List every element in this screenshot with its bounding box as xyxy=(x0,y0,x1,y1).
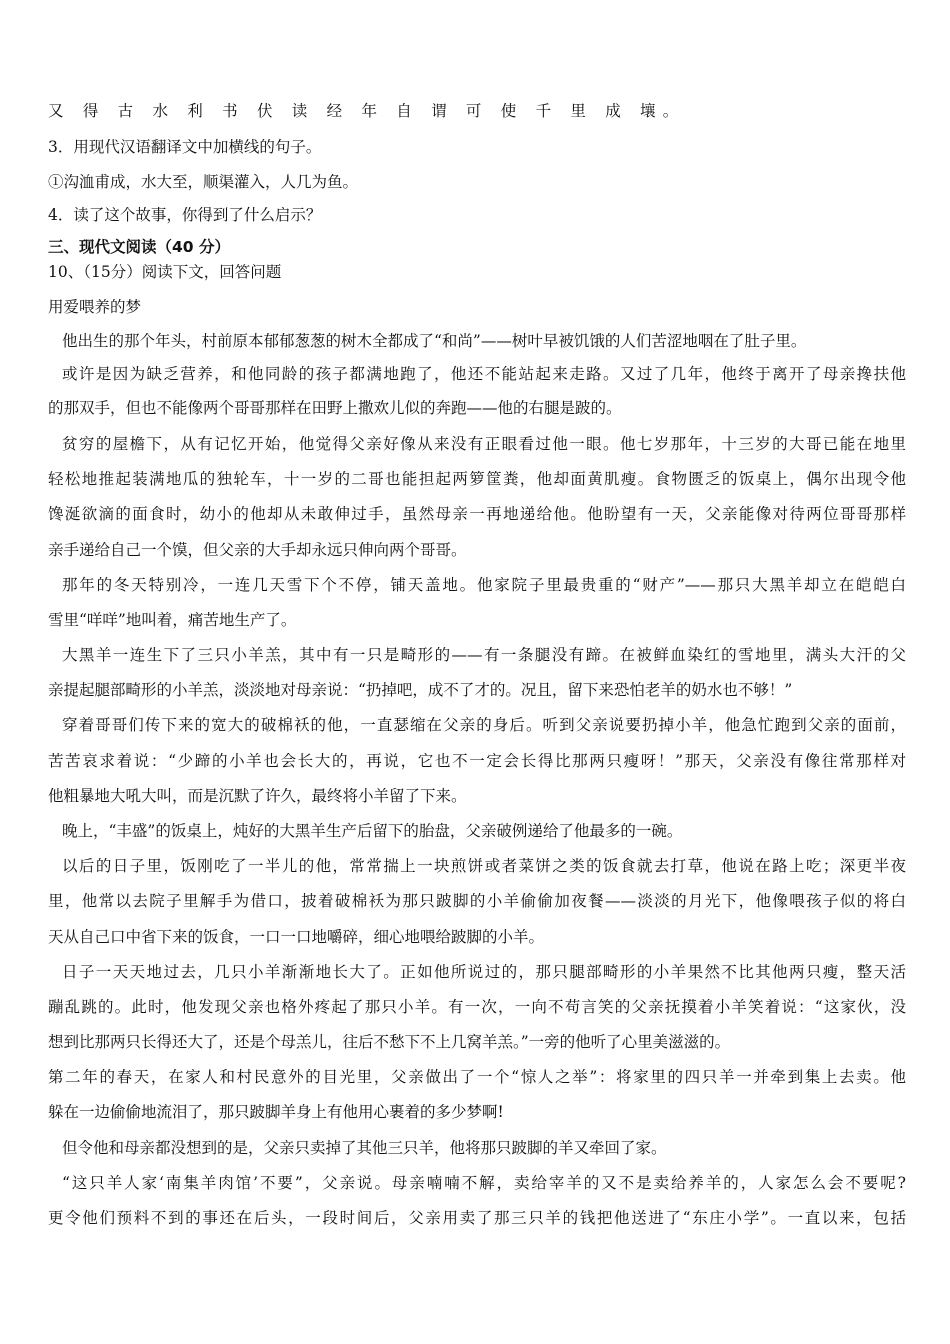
article-line: 馋涎欲滴的面食时，幼小的他却从未敢伸过手，虽然母亲一再地递给他。他盼望有一天，父亲能像对待两位哥哥那样 xyxy=(48,505,906,523)
article-line: 苦苦哀求着说：“少蹄的小羊也会长大的，再说，它也不一定会长得比那两只瘦呀！”那天，父亲没有像往常那样对 xyxy=(48,752,906,770)
article-line: 第二年的春天，在家人和村民意外的目光里，父亲做出了一个“惊人之举”：将家里的四只羊一并牵到集上去卖。他 xyxy=(48,1068,906,1086)
article-line: 蹦乱跳的。此时，他发现父亲也格外疼起了那只小羊。有一次，一向不苟言笑的父亲抚摸着小羊笑着说：“这家伙，没 xyxy=(48,998,906,1016)
article-line: 里，他常以去院子里解手为借口，披着破棉袄为那只跛脚的小羊偷偷加夜餐——淡淡的月光下，他像喂孩子似的将白 xyxy=(48,892,906,910)
article-line: 天从自己口中省下来的饭食，一口一口地嚼碎，细心地喂给跛脚的小羊。 xyxy=(48,928,545,946)
article-line: 想到比那两只长得还大了，还是个母羔儿，往后不愁下不上几窝羊羔。”一旁的他听了心里美滋滋的。 xyxy=(48,1033,731,1051)
question-4: 4．读了这个故事，你得到了什么启示？ xyxy=(48,206,322,224)
article-line: 躲在一边偷偷地流泪了，那只跛脚羊身上有他用心裹着的多少梦啊! xyxy=(48,1103,504,1121)
article-title: 用爱喂养的梦 xyxy=(48,298,142,316)
article-line: “这只羊人家‘南集羊肉馆’不要”，父亲说。母亲喃喃不解，卖给宰羊的又不是卖给养羊的，人家怎么会不要呢? xyxy=(62,1174,906,1192)
article-line: 贫穷的屋檐下，从有记忆开始，他觉得父亲好像从来没有正眼看过他一眼。他七岁那年，十三岁的大哥已能在地里 xyxy=(62,435,906,453)
article-line: 以后的日子里，饭刚吃了一半儿的他，常常揣上一块煎饼或者菜饼之类的饭食就去打草，他说在路上吃；深更半夜 xyxy=(62,857,906,875)
question-10: 10、（15分）阅读下文，回答问题 xyxy=(48,263,282,281)
article-line: 亲手递给自己一个馍，但父亲的大手却永远只伸向两个哥哥。 xyxy=(48,541,467,559)
article-line: 或许是因为缺乏营养，和他同龄的孩子都满地跑了，他还不能站起来走路。又过了几年，他终于离开了母亲搀扶他 xyxy=(62,365,906,383)
article-line: 亲提起腿部畸形的小羊羔，淡淡地对母亲说：“扔掉吧，成不了才的。况且，留下来恐怕老羊的奶水也不够！” xyxy=(48,681,793,699)
article-line: 他粗暴地大吼大叫，而是沉默了许久，最终将小羊留了下来。 xyxy=(48,787,467,805)
article-line: 但令他和母亲都没想到的是，父亲只卖掉了其他三只羊，他将那只跛脚的羊又牵回了家。 xyxy=(62,1139,667,1157)
question-3: 3．用现代汉语翻译文中加横线的句子。 xyxy=(48,138,322,156)
article-line: 穿着哥哥们传下来的宽大的破棉袄的他，一直瑟缩在父亲的身后。听到父亲说要扔掉小羊，他急忙跑到父亲的面前， xyxy=(62,716,906,734)
article-line: 晚上，“丰盛”的饭桌上，炖好的大黑羊生产后留下的胎盘，父亲破例递给了他最多的一碗。 xyxy=(62,822,683,840)
article-line: 大黑羊一连生下了三只小羊羔，其中有一只是畸形的——有一条腿没有蹄。在被鲜血染红的雪地里，满头大汗的父 xyxy=(62,646,906,664)
question-3-sentence: ①沟洫甫成，水大至，顺渠灌入，人几为鱼。 xyxy=(48,173,359,191)
article-line: 的那双手，但也不能像两个哥哥那样在田野上撒欢儿似的奔跑——他的右腿是跛的。 xyxy=(48,399,622,417)
article-line: 轻松地推起装满地瓜的独轮车，十一岁的二哥也能担起两箩筐粪，他却面黄肌瘦。食物匮乏的饭桌上，偶尔出现令他 xyxy=(48,470,906,488)
article-line: 日子一天天地过去，几只小羊渐渐地长大了。正如他所说过的，那只腿部畸形的小羊果然不比其他两只瘦，整天活 xyxy=(62,963,906,981)
article-line: 雪里“咩咩”地叫着，痛苦地生产了。 xyxy=(48,611,297,629)
article-line: 他出生的那个年头，村前原本郁郁葱葱的树木全都成了“和尚”——树叶早被饥饿的人们苦涩地咽在了肚子里。 xyxy=(62,332,807,350)
article-line: 更令他们预料不到的事还在后头，一段时间后，父亲用卖了那三只羊的钱把他送进了“东庄小学”。一直以来，包括 xyxy=(48,1209,906,1227)
passage-line: 又 得 古 水 利 书 伏 读 经 年 自 谓 可 使 千 里 成 壤。 xyxy=(48,102,686,120)
section-heading: 三、现代文阅读（40 分） xyxy=(48,238,230,256)
article-line: 那年的冬天特别冷，一连几天雪下个不停，铺天盖地。他家院子里最贵重的“财产”——那只大黑羊却立在皑皑白 xyxy=(62,576,906,594)
